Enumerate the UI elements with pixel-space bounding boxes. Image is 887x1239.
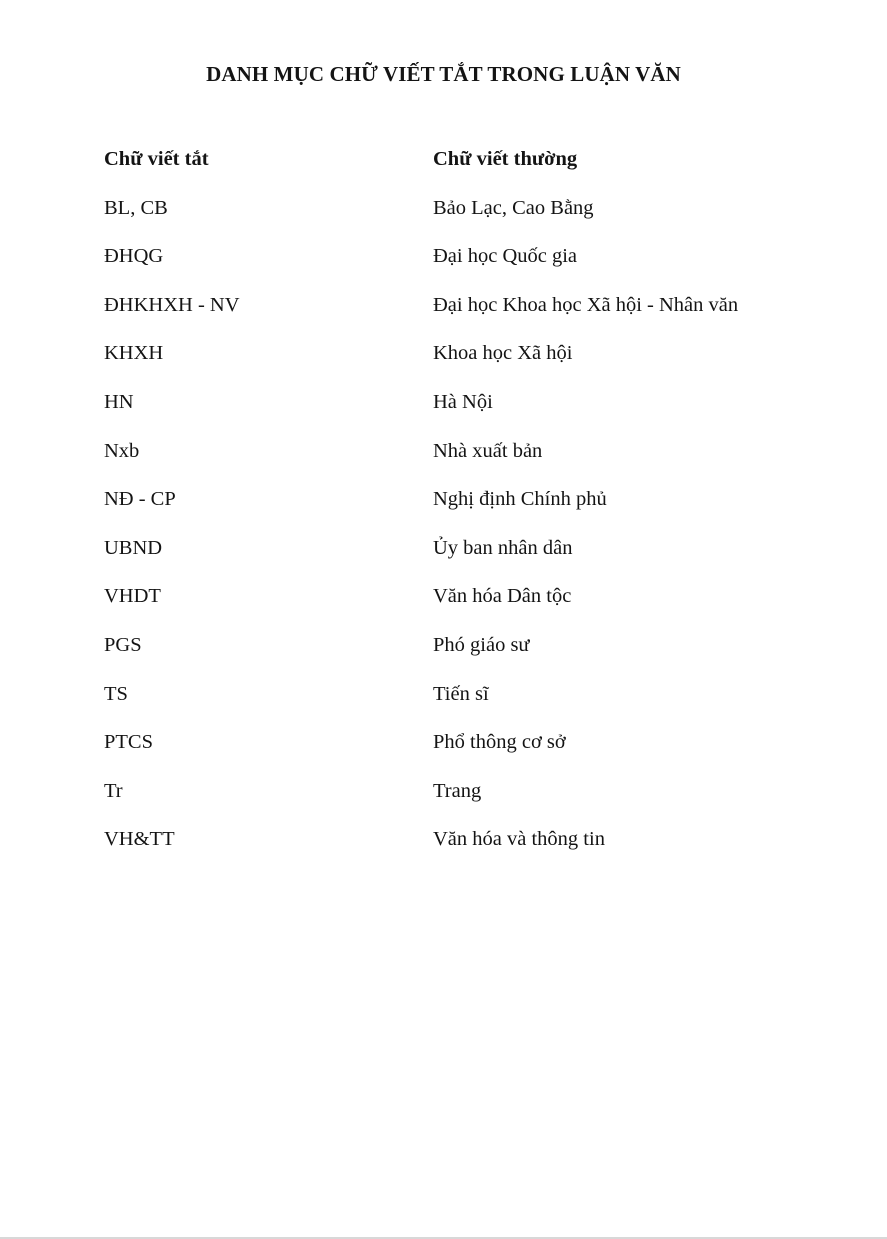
full-form-cell: Đại học Khoa học Xã hội - Nhân văn <box>433 293 739 316</box>
page-title: DANH MỤC CHỮ VIẾT TẮT TRONG LUẬN VĂN <box>206 62 681 86</box>
table-header-row <box>104 146 804 195</box>
abbreviation-cell: KHXH <box>104 342 164 365</box>
table-row <box>104 681 804 730</box>
abbreviation-cell: ĐHKHXH - NV <box>104 293 240 316</box>
table-row <box>104 340 804 389</box>
table-row <box>104 729 804 778</box>
abbreviation-cell: TS <box>104 682 128 705</box>
abbreviation-cell: PTCS <box>104 731 153 754</box>
table-row <box>104 195 804 244</box>
full-form-cell: Phó giáo sư <box>433 633 530 656</box>
abbreviation-cell: PGS <box>104 633 142 656</box>
full-form-cell: Nghị định Chính phủ <box>433 488 607 511</box>
full-form-cell: Bảo Lạc, Cao Bằng <box>433 196 594 219</box>
abbreviation-cell: BL, CB <box>104 196 168 219</box>
table-row <box>104 778 804 827</box>
table-row <box>104 389 804 438</box>
full-form-cell: Văn hóa Dân tộc <box>433 585 572 608</box>
table-row <box>104 535 804 584</box>
table-row <box>104 583 804 632</box>
abbreviation-cell: VHDT <box>104 585 161 608</box>
table-row <box>104 486 804 535</box>
column-header-abbreviation: Chữ viết tắt <box>104 148 209 170</box>
table-row <box>104 292 804 341</box>
abbreviation-cell: VH&TT <box>104 828 175 851</box>
abbreviation-cell: Nxb <box>104 439 140 462</box>
table-row <box>104 438 804 487</box>
full-form-cell: Trang <box>433 779 482 802</box>
abbreviation-cell: NĐ - CP <box>104 488 176 511</box>
full-form-cell: Nhà xuất bản <box>433 439 543 462</box>
column-header-full-form: Chữ viết thường <box>433 148 578 170</box>
abbreviation-cell: UBND <box>104 536 163 559</box>
full-form-cell: Đại học Quốc gia <box>433 245 578 268</box>
abbreviation-cell: HN <box>104 390 134 413</box>
abbreviation-cell: Tr <box>104 779 123 802</box>
full-form-cell: Phổ thông cơ sở <box>433 731 566 754</box>
abbreviation-table <box>104 146 804 875</box>
table-row <box>104 243 804 292</box>
full-form-cell: Tiến sĩ <box>433 682 489 705</box>
full-form-cell: Văn hóa và thông tin <box>433 828 605 851</box>
table-row <box>104 826 804 875</box>
abbreviation-cell: ĐHQG <box>104 245 164 268</box>
table-row <box>104 632 804 681</box>
full-form-cell: Hà Nội <box>433 390 493 413</box>
full-form-cell: Ủy ban nhân dân <box>433 536 573 559</box>
full-form-cell: Khoa học Xã hội <box>433 342 573 365</box>
